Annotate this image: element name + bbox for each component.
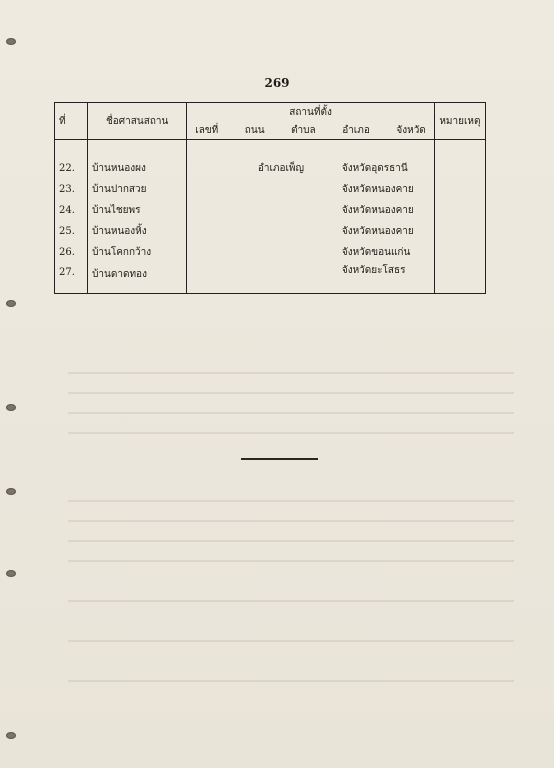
bleed-through-line [68, 540, 514, 542]
header-road: ถนน [244, 124, 265, 136]
bleed-through-line [68, 372, 514, 374]
row-no: 22. [55, 158, 88, 179]
table-row [55, 242, 486, 263]
row-district [258, 203, 332, 218]
bleed-through-line [68, 600, 514, 602]
header-location-sub [187, 121, 435, 140]
row-district: อำเภอเพ็ญ [257, 163, 305, 174]
table-row [55, 158, 486, 179]
bleed-through-line [68, 560, 514, 562]
table-row [55, 200, 486, 221]
header-district: อำเภอ [342, 124, 370, 136]
binder-hole [6, 732, 16, 739]
bleed-through-line [68, 640, 514, 642]
row-name: บ้านหนองผง [88, 158, 187, 179]
row-no: 24. [55, 200, 88, 221]
bleed-through-line [68, 412, 514, 414]
bleed-through-line [68, 520, 514, 522]
table-row [55, 221, 486, 242]
bleed-through-line [68, 392, 514, 394]
religious-sites-table [54, 102, 486, 294]
header-province: จังหวัด [396, 124, 426, 136]
row-name: บ้านโคกกว้าง [88, 242, 187, 263]
bleed-through-line [68, 432, 514, 434]
section-divider [241, 458, 318, 460]
row-no: 26. [55, 242, 88, 263]
page-number: 269 [264, 76, 290, 90]
row-province: จังหวัดหนองคาย [341, 184, 414, 195]
header-no: ที่ [55, 103, 88, 140]
header-name: ชื่อศาสนสถาน [88, 103, 187, 140]
row-district [258, 224, 332, 239]
header-location: สถานที่ตั้ง [187, 103, 435, 122]
row-district [258, 263, 332, 278]
row-province: จังหวัดขอนแก่น [341, 247, 411, 258]
binder-hole [6, 404, 16, 411]
row-name: บ้านหนองหิ้ง [88, 221, 187, 242]
header-house-no: เลขที่ [195, 124, 219, 136]
table-row [55, 179, 486, 200]
binder-hole [6, 488, 16, 495]
row-name: บ้านดาดทอง [88, 263, 187, 294]
header-remark: หมายเหตุ [434, 103, 485, 140]
row-province: จังหวัดหนองคาย [341, 205, 414, 216]
row-no: 23. [55, 179, 88, 200]
binder-hole [6, 570, 16, 577]
table-row [55, 263, 486, 294]
row-name: บ้านไชยพร [88, 200, 187, 221]
binder-hole [6, 300, 16, 307]
bleed-through-line [68, 500, 514, 502]
row-name: บ้านปากสวย [88, 179, 187, 200]
bleed-through-line [68, 680, 514, 682]
row-district [258, 182, 332, 197]
row-province: จังหวัดอุดรธานี [341, 163, 408, 174]
row-district [258, 245, 332, 260]
row-no: 27. [55, 263, 88, 294]
row-province: จังหวัดยะโสธร [341, 265, 406, 276]
row-province: จังหวัดหนองคาย [341, 226, 414, 237]
header-subdistrict: ตำบล [291, 124, 316, 136]
row-no: 25. [55, 221, 88, 242]
binder-hole [6, 38, 16, 45]
